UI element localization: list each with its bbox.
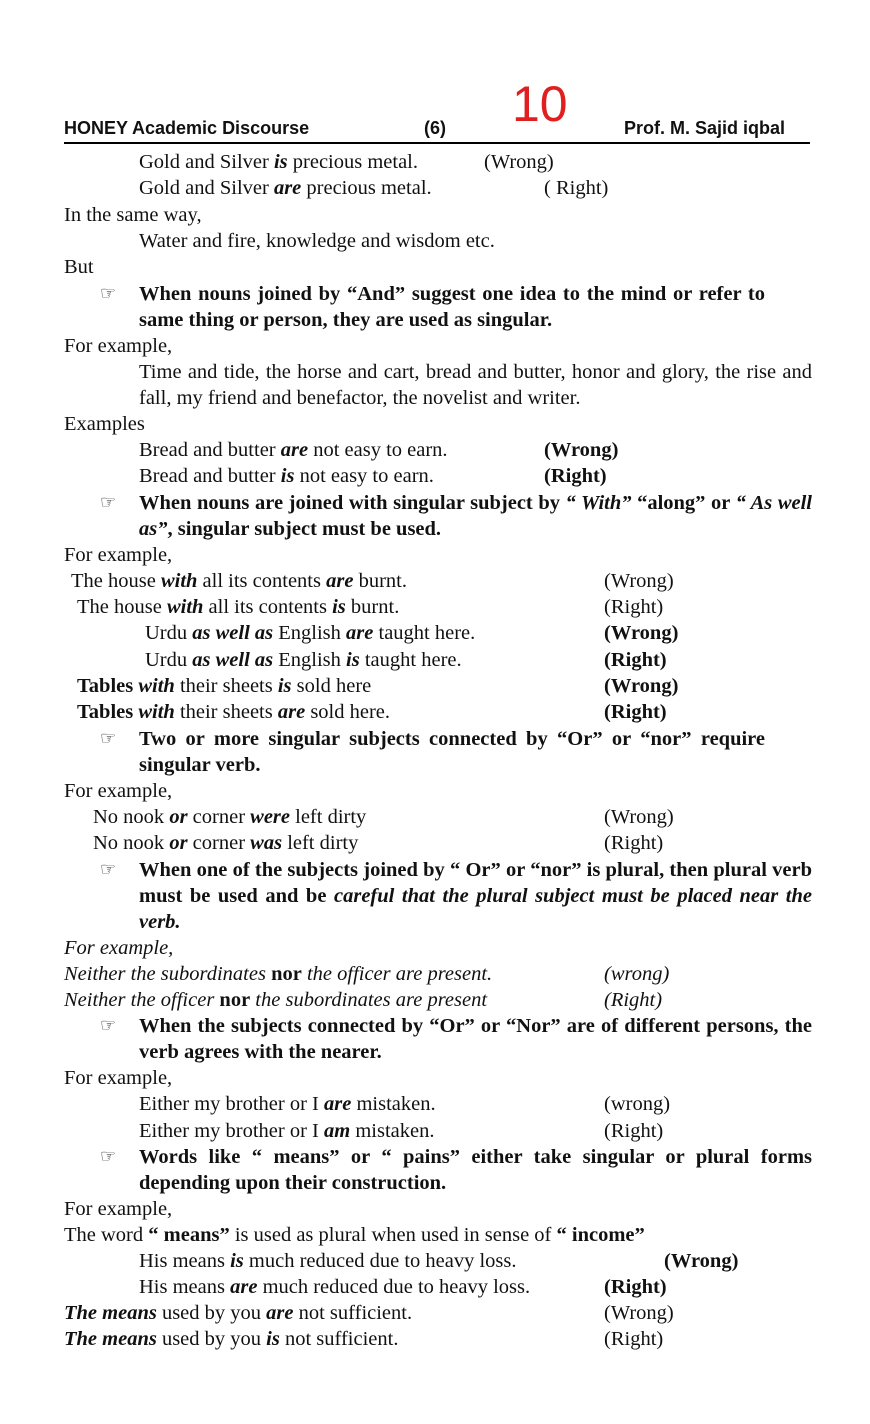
pointing-hand-icon: ☞ bbox=[100, 492, 117, 513]
example-means-wrong: The means used by you are not sufficient. bbox=[64, 1302, 413, 1324]
rule-six: Words like “ means” or “ pains” either take singular or plural forms depending upon their construction. bbox=[139, 1146, 812, 1194]
example-gold-wrong: Gold and Silver is precious metal. bbox=[139, 151, 418, 173]
label-wrong: (Wrong) bbox=[604, 806, 674, 828]
label-wrong: (Wrong) bbox=[484, 151, 554, 173]
rule-one: When nouns joined by “And” suggest one idea to the mind or refer to same thing or person, they are used as singular. bbox=[139, 283, 765, 331]
label-right: (Right) bbox=[604, 1328, 664, 1350]
label-right: (Right) bbox=[604, 989, 663, 1011]
water-fire-text: Water and fire, knowledge and wisdom etc. bbox=[139, 230, 495, 252]
examples-heading: Examples bbox=[64, 413, 145, 435]
example-either-wrong: Either my brother or I are mistaken. bbox=[139, 1093, 436, 1115]
pointing-hand-icon: ☞ bbox=[100, 728, 117, 749]
label-wrong: (Wrong) bbox=[544, 439, 619, 461]
example-either-right: Either my brother or I am mistaken. bbox=[139, 1120, 435, 1142]
pointing-hand-icon: ☞ bbox=[100, 283, 117, 304]
example-neither-right: Neither the officer nor the subordinates are present bbox=[64, 989, 488, 1011]
example-his-wrong: His means is much reduced due to heavy loss. bbox=[139, 1250, 517, 1272]
example-urdu-right: Urdu as well as English is taught here. bbox=[145, 649, 462, 671]
example-neither-wrong: Neither the subordinates nor the officer are present. bbox=[64, 963, 493, 985]
same-way-text: In the same way, bbox=[64, 204, 202, 226]
for-example: For example, bbox=[64, 937, 174, 959]
example-bread-wrong: Bread and butter are not easy to earn. bbox=[139, 439, 448, 461]
example-nook-wrong: No nook or corner were left dirty bbox=[93, 806, 367, 828]
example-list: Time and tide, the horse and cart, bread and butter, honor and glory, the rise and fall, my friend and benefactor, the novelist and writer. bbox=[139, 361, 812, 409]
for-example: For example, bbox=[64, 1198, 173, 1220]
rule-three: Two or more singular subjects connected by “Or” or “nor” require singular verb. bbox=[139, 728, 765, 776]
label-wrong: (wrong) bbox=[604, 963, 670, 985]
pointing-hand-icon: ☞ bbox=[100, 1015, 117, 1036]
label-wrong: (Wrong) bbox=[664, 1250, 739, 1272]
pointing-hand-icon: ☞ bbox=[100, 1146, 117, 1167]
author-name: Prof. M. Sajid iqbal bbox=[624, 118, 786, 138]
label-wrong: (Wrong) bbox=[604, 1302, 674, 1324]
but-text: But bbox=[64, 256, 94, 278]
label-right: ( Right) bbox=[544, 177, 609, 199]
label-right: (Right) bbox=[604, 649, 667, 671]
label-right: (Right) bbox=[544, 465, 607, 487]
rule-five: When the subjects connected by “Or” or “Nor” are of different persons, the verb agrees with the nearer. bbox=[139, 1015, 812, 1063]
example-tables-right: Tables with their sheets are sold here. bbox=[77, 701, 391, 723]
pointing-hand-icon: ☞ bbox=[100, 859, 117, 880]
label-right: (Right) bbox=[604, 596, 664, 618]
label-wrong: (Wrong) bbox=[604, 622, 679, 644]
label-right: (Right) bbox=[604, 832, 664, 854]
example-house-wrong: The house with all its contents are burnt. bbox=[71, 570, 407, 592]
example-tables-wrong: Tables with their sheets is sold here bbox=[77, 675, 372, 697]
label-right: (Right) bbox=[604, 701, 667, 723]
example-gold-right: Gold and Silver are precious metal. bbox=[139, 177, 432, 199]
header-rule bbox=[64, 142, 810, 144]
rule-two: When nouns are joined with singular subject by “ With” “along” or “ As well as”, singular subject must be used. bbox=[139, 492, 813, 540]
rule-four: When one of the subjects joined by “ Or” or “nor” is plural, then plural verb must be used and be careful that the plural subject must be placed near the verb. bbox=[139, 859, 813, 933]
example-bread-right: Bread and butter is not easy to earn. bbox=[139, 465, 434, 487]
example-urdu-wrong: Urdu as well as English are taught here. bbox=[145, 622, 476, 644]
for-example: For example, bbox=[64, 335, 173, 357]
label-wrong: (Wrong) bbox=[604, 675, 679, 697]
example-means-right: The means used by you is not sufficient. bbox=[64, 1328, 399, 1350]
page-number: 10 bbox=[512, 76, 568, 132]
for-example: For example, bbox=[64, 1067, 173, 1089]
page-label: (6) bbox=[424, 118, 446, 138]
for-example: For example, bbox=[64, 544, 173, 566]
for-example: For example, bbox=[64, 780, 173, 802]
label-wrong: (Wrong) bbox=[604, 570, 674, 592]
book-title: HONEY Academic Discourse bbox=[64, 118, 310, 138]
example-house-right: The house with all its contents is burnt. bbox=[77, 596, 400, 618]
label-right: (Right) bbox=[604, 1276, 667, 1298]
label-right: (Right) bbox=[604, 1120, 664, 1142]
means-explanation: The word “ means” is used as plural when used in sense of “ income” bbox=[64, 1224, 645, 1246]
example-nook-right: No nook or corner was left dirty bbox=[93, 832, 359, 854]
example-his-right: His means are much reduced due to heavy loss. bbox=[139, 1276, 531, 1298]
label-wrong: (wrong) bbox=[604, 1093, 671, 1115]
